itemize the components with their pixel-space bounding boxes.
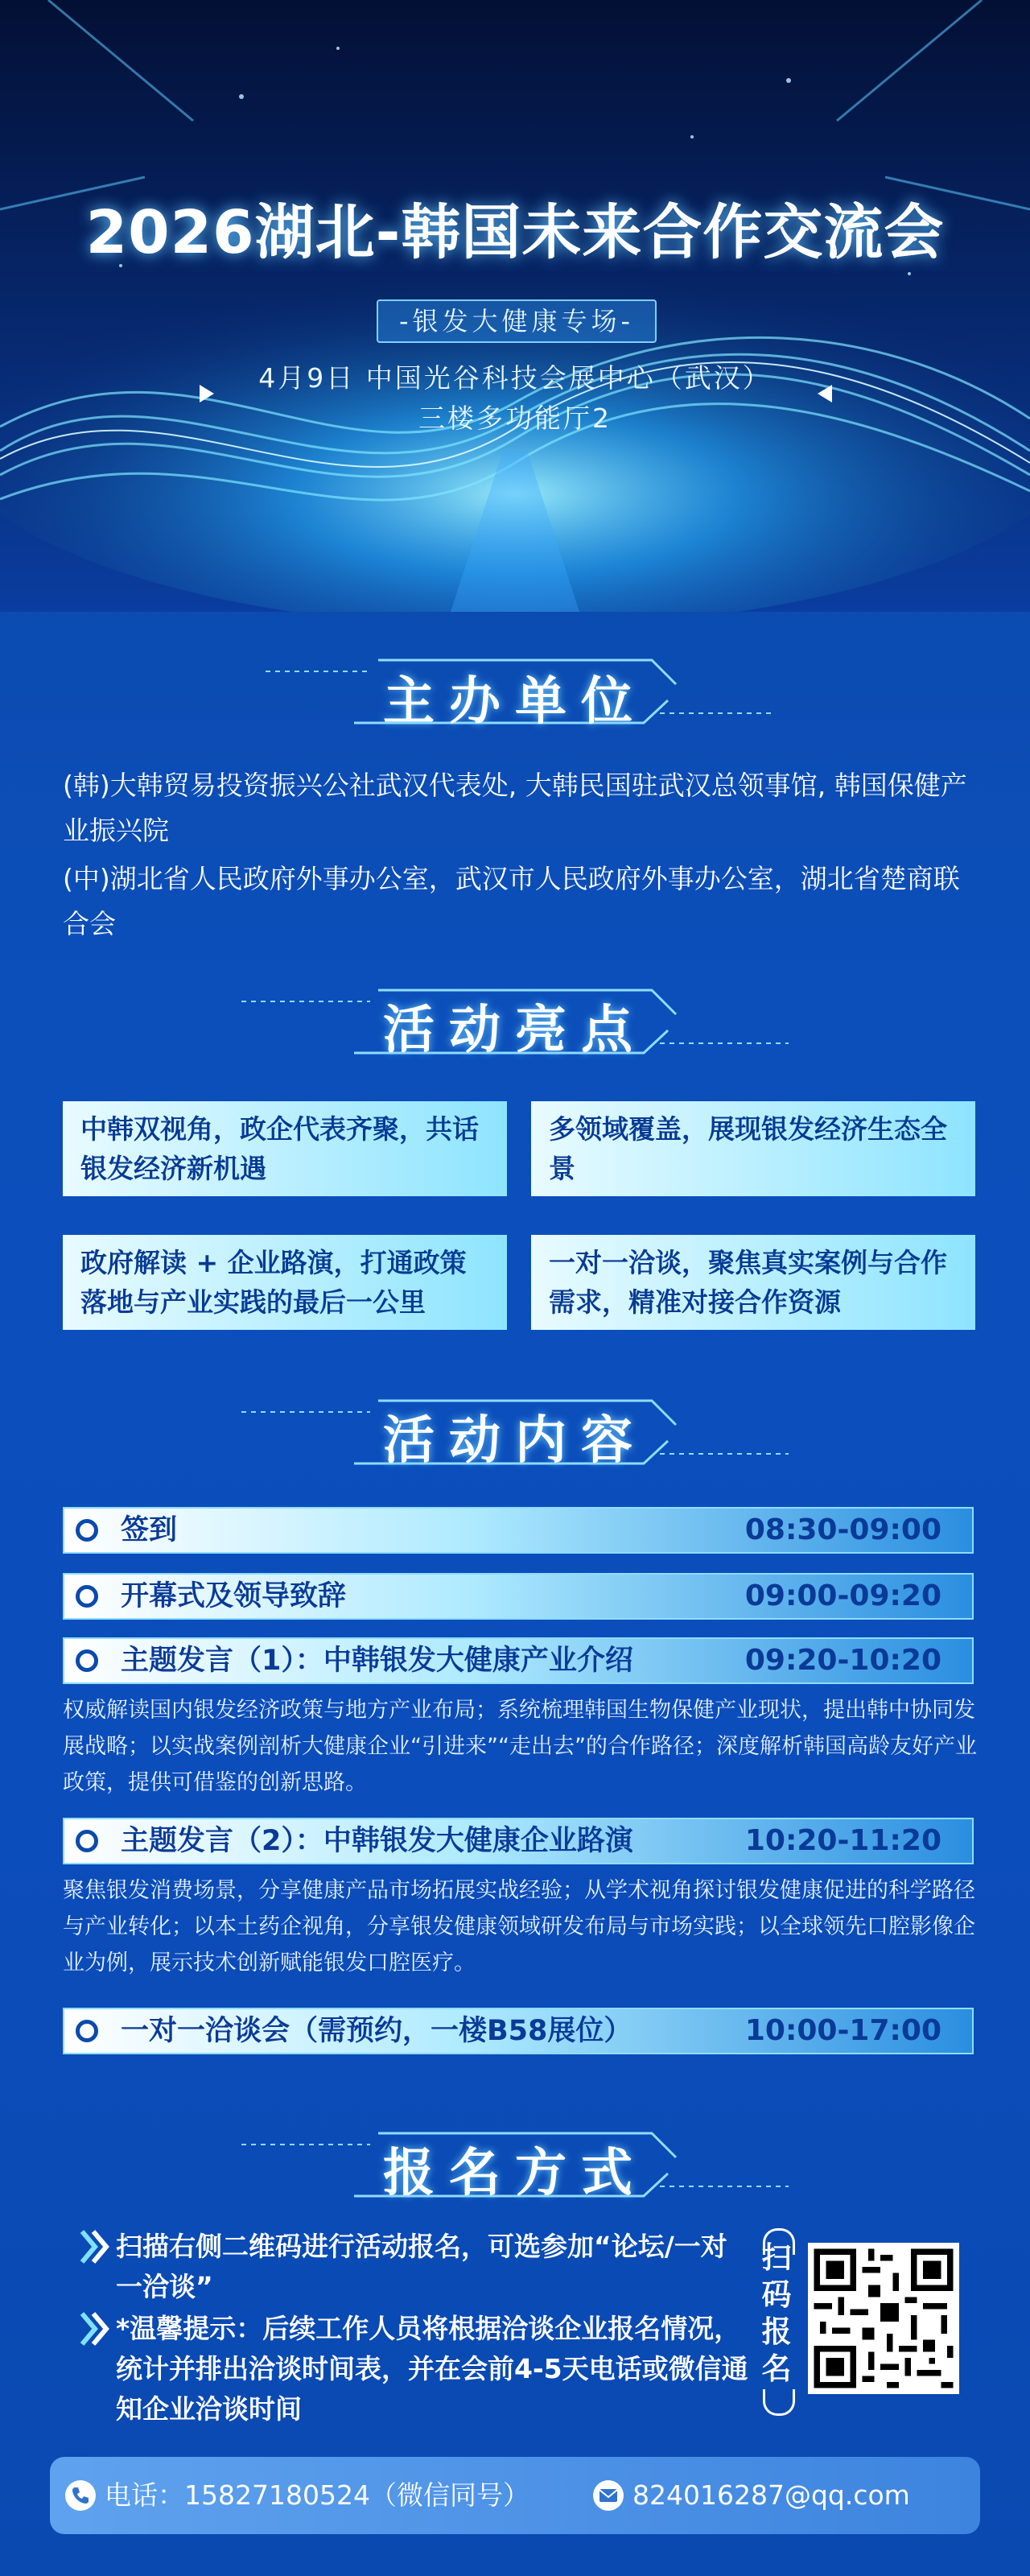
agenda-label: 一对一洽谈会（需预约，一楼B58展位）: [121, 2015, 632, 2047]
qr-label-char: 扫: [761, 2240, 792, 2275]
organizers-china: (中)湖北省人民政府外事办公室，武汉市人民政府外事办公室，湖北省楚商联合会: [63, 863, 960, 939]
highlight-card: 多领域覆盖，展现银发经济生态全景: [531, 1101, 975, 1196]
agenda-time: 10:00-17:00: [744, 2014, 941, 2047]
section-title-agenda: 活动内容: [383, 1411, 647, 1471]
email-icon: [592, 2479, 624, 2512]
section-title-organizers: 主办单位: [383, 672, 647, 732]
bracket-decoration: [763, 2389, 795, 2416]
highlight-card: 一对一洽谈，聚焦真实案例与合作需求，精准对接合作资源: [531, 1235, 975, 1330]
phone-icon: [64, 2479, 97, 2512]
bullet-circle-icon: [76, 1649, 98, 1672]
bullet-circle-icon: [76, 1585, 98, 1608]
bullet-circle-icon: [76, 1830, 98, 1852]
organizers-korea: (韩)大韩贸易投资振兴公社武汉代表处, 大韩民国驻武汉总领事馆, 韩国保健产业振兴院: [63, 770, 967, 846]
agenda-description: 聚焦银发消费场景，分享健康产品市场拓展实战经验；从学术视角探讨银发健康促进的科学路径与产业转化；以本土药企视角，分享银发健康领域研发布局与市场实践；以全球领先口腔影像企业为例，展示技术创新赋能银发口腔医疗。: [63, 1878, 975, 1975]
event-subtitle: -银发大健康专场-: [377, 299, 657, 343]
qr-label: [752, 2240, 801, 2388]
section-title-highlights: 活动亮点: [383, 1001, 647, 1060]
registration-note-text: *温馨提示：后续工作人员将根据洽谈企业报名情况，统计并排出洽谈时间表，并在会前4-5天电话或微信通知企业洽谈时间: [116, 2313, 748, 2425]
highlight-card: 中韩双视角，政企代表齐聚，共话银发经济新机遇: [63, 1101, 507, 1196]
registration-step-text: 扫描右侧二维码进行活动报名，可选参加“论坛/一对一洽谈”: [116, 2231, 727, 2302]
agenda-time: 09:00-09:20: [744, 1579, 941, 1612]
highlight-card: 政府解读 + 企业路演，打通政策落地与产业实践的最后一公里: [63, 1235, 507, 1330]
agenda-time: 09:20-10:20: [744, 1644, 941, 1677]
section-header-highlights: [0, 974, 1030, 1071]
agenda-item: [63, 1507, 974, 1554]
registration-qr-code[interactable]: [808, 2243, 959, 2394]
contact-email: 824016287@qq.com: [632, 2479, 910, 2511]
registration-note: [80, 2309, 748, 2429]
bullet-circle-icon: [76, 2020, 98, 2042]
contact-footer: [50, 2457, 980, 2534]
agenda-label: 签到: [121, 1514, 178, 1546]
qr-label-char: 码: [761, 2277, 792, 2312]
agenda-description: 权威解读国内银发经济政策与地方产业布局；系统梳理韩国生物保健产业现状，提出韩中协同发展战略；以实战案例剖析大健康企业“引进来”“走出去”的合作路径；深度解析韩国高龄友好产业政策，提供可借鉴的创新思路。: [63, 1698, 977, 1795]
event-title: 2026湖北-韩国未来合作交流会: [85, 198, 945, 267]
event-hall: 三楼多功能厅2: [418, 402, 612, 434]
agenda-item: [63, 1573, 974, 1620]
agenda-label: 主题发言（2）：中韩银发大健康企业路演: [121, 1825, 633, 1857]
section-header-agenda: [0, 1385, 1030, 1481]
agenda-item: [63, 2008, 974, 2054]
double-chevron-right-icon: [79, 2227, 114, 2267]
agenda-item: [63, 1818, 974, 1864]
contact-phone: 电话：15827180524（微信同号）: [105, 2479, 529, 2511]
agenda-time: 08:30-09:00: [744, 1513, 941, 1546]
qr-label-char: 名: [761, 2351, 792, 2386]
agenda-label: 主题发言（1）：中韩银发大健康产业介绍: [121, 1645, 633, 1677]
agenda-time: 10:20-11:20: [744, 1824, 941, 1857]
section-title-registration: 报名方式: [383, 2144, 647, 2203]
section-header-registration: [0, 2117, 1030, 2214]
agenda-item: [63, 1637, 974, 1684]
section-header-organizers: [0, 644, 1030, 741]
bullet-circle-icon: [76, 1519, 98, 1542]
double-chevron-right-icon: [79, 2309, 114, 2349]
agenda-label: 开幕式及领导致辞: [121, 1580, 347, 1612]
registration-step: [80, 2227, 748, 2307]
qr-label-char: 报: [761, 2314, 792, 2349]
event-date-venue: 4月9日 中国光谷科技会展中心（武汉）: [258, 362, 772, 394]
